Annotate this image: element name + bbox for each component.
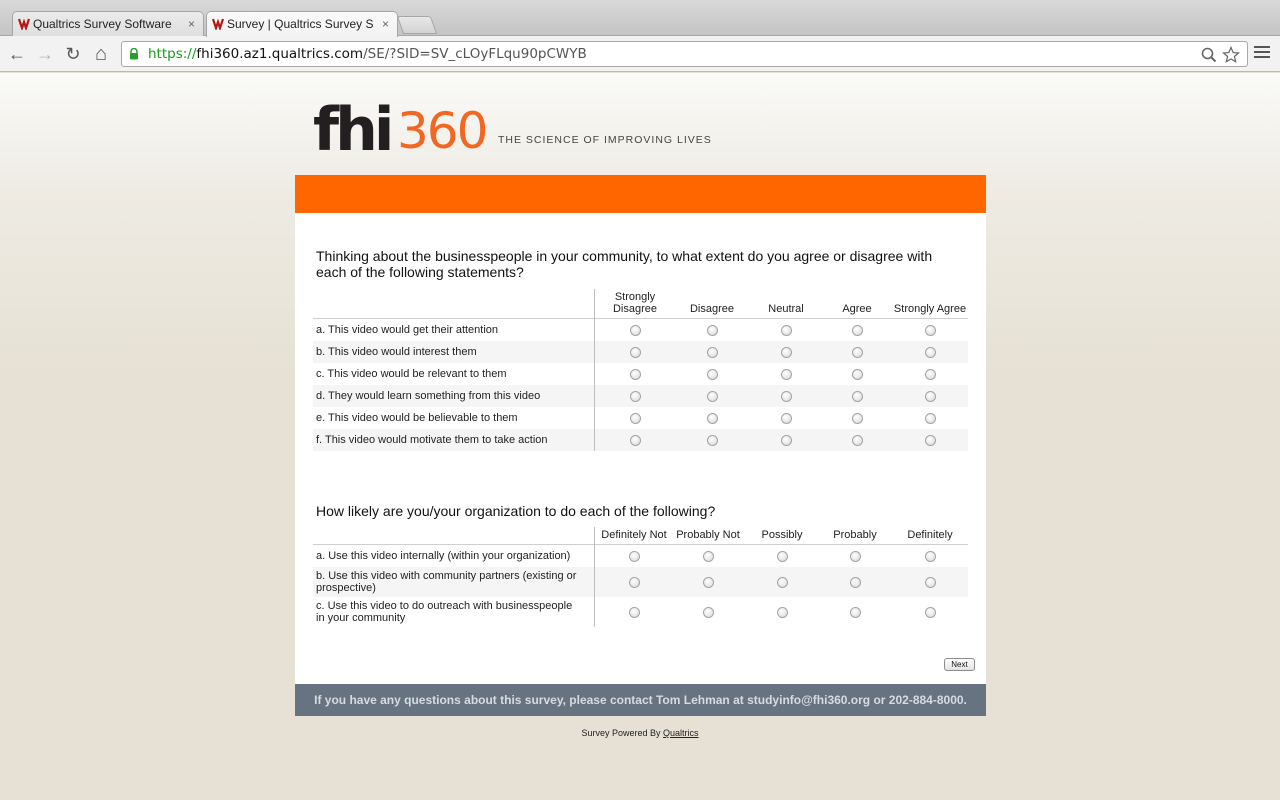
radio-button[interactable] — [925, 413, 936, 424]
radio-button[interactable] — [707, 369, 718, 380]
radio-button[interactable] — [703, 607, 714, 618]
radio-button[interactable] — [925, 551, 936, 562]
row-statement: c. Use this video to do outreach with businesspeople in your community — [316, 600, 573, 624]
column-header: Definitely Not — [601, 529, 667, 541]
fhi360-logo — [313, 95, 713, 165]
radio-button[interactable] — [630, 391, 641, 402]
survey-body — [295, 213, 986, 684]
radio-button[interactable] — [781, 369, 792, 380]
row-statement: b. Use this video with community partners (existing or prospective) — [316, 570, 577, 594]
qualtrics-favicon-icon — [212, 17, 225, 30]
matrix-row — [313, 341, 968, 363]
tab-survey[interactable] — [206, 11, 398, 37]
radio-button[interactable] — [850, 551, 861, 562]
contact-footer: If you have any questions about this survey, please contact Tom Lehman at studyinfo@fhi360.org or 202-884-8000. — [295, 684, 986, 716]
radio-button[interactable] — [707, 413, 718, 424]
question-1-text: Thinking about the businesspeople in your community, to what extent do you agree or disagree with each of the following statements? — [316, 248, 933, 280]
radio-button[interactable] — [850, 577, 861, 588]
radio-button[interactable] — [925, 577, 936, 588]
radio-button[interactable] — [852, 369, 863, 380]
radio-button[interactable] — [629, 577, 640, 588]
tab-qualtrics-survey-software[interactable] — [12, 11, 204, 37]
radio-button[interactable] — [777, 577, 788, 588]
header-band — [295, 175, 986, 213]
row-statement: d. They would learn something from this video — [316, 390, 541, 402]
url-text — [148, 42, 587, 66]
matrix-row — [313, 319, 968, 341]
matrix-row — [313, 567, 968, 597]
radio-button[interactable] — [707, 325, 718, 336]
radio-button[interactable] — [850, 607, 861, 618]
radio-button[interactable] — [925, 369, 936, 380]
matrix-row — [313, 429, 968, 451]
back-button[interactable]: ← — [8, 44, 26, 64]
column-header: Probably Not — [676, 529, 740, 541]
forward-button[interactable]: → — [36, 44, 54, 64]
search-icon[interactable] — [1200, 46, 1218, 64]
qualtrics-favicon-icon — [18, 17, 31, 30]
radio-button[interactable] — [925, 435, 936, 446]
radio-button[interactable] — [852, 347, 863, 358]
radio-button[interactable] — [629, 551, 640, 562]
radio-button[interactable] — [630, 435, 641, 446]
logo-numbers: 360 — [397, 102, 487, 160]
question-1-matrix — [313, 289, 968, 451]
radio-button[interactable] — [925, 391, 936, 402]
radio-button[interactable] — [630, 347, 641, 358]
radio-button[interactable] — [630, 325, 641, 336]
radio-button[interactable] — [781, 325, 792, 336]
column-header: Probably — [833, 529, 877, 541]
matrix-row — [313, 385, 968, 407]
radio-button[interactable] — [781, 435, 792, 446]
lock-icon — [128, 48, 140, 60]
matrix-row — [313, 545, 968, 567]
powered-by — [0, 728, 1280, 738]
radio-button[interactable] — [925, 607, 936, 618]
row-statement: c. This video would be relevant to them — [316, 368, 507, 380]
column-header: Definitely — [907, 529, 953, 541]
new-tab-button[interactable] — [397, 16, 438, 34]
radio-button[interactable] — [630, 369, 641, 380]
browser-tabstrip — [0, 0, 1280, 36]
radio-button[interactable] — [781, 347, 792, 358]
matrix-row — [313, 597, 968, 627]
column-header: Strongly Agree — [893, 303, 967, 315]
radio-button[interactable] — [852, 325, 863, 336]
qualtrics-link[interactable]: Qualtrics — [663, 728, 699, 738]
star-icon[interactable] — [1222, 46, 1240, 64]
menu-icon[interactable] — [1254, 46, 1270, 60]
radio-button[interactable] — [707, 391, 718, 402]
tab-title: Survey | Qualtrics Survey S — [227, 17, 374, 31]
tab-close-button[interactable]: × — [381, 17, 389, 31]
radio-button[interactable] — [777, 551, 788, 562]
url-protocol: https:// — [148, 46, 197, 62]
powered-by-text: Survey Powered By — [581, 728, 661, 738]
matrix-header — [313, 289, 968, 319]
row-statement: a. Use this video internally (within your organization) — [316, 550, 571, 562]
tab-title: Qualtrics Survey Software — [33, 17, 172, 31]
radio-button[interactable] — [925, 325, 936, 336]
column-header: Agree — [842, 303, 872, 315]
logo-letters: fhi — [313, 95, 391, 165]
radio-button[interactable] — [925, 347, 936, 358]
column-header: Neutral — [768, 303, 804, 315]
radio-button[interactable] — [777, 607, 788, 618]
matrix-row — [313, 363, 968, 385]
question-2-matrix — [313, 527, 968, 627]
radio-button[interactable] — [630, 413, 641, 424]
row-statement: b. This video would interest them — [316, 346, 477, 358]
url-path: /SE/?SID=SV_cLOyFLqu90pCWYB — [363, 46, 587, 62]
row-statement: f. This video would motivate them to take action — [316, 434, 548, 446]
browser-toolbar — [0, 36, 1280, 72]
logo-tagline: THE SCIENCE OF IMPROVING LIVES — [498, 134, 712, 146]
radio-button[interactable] — [703, 551, 714, 562]
next-button[interactable]: Next — [944, 658, 975, 671]
column-header: Disagree — [689, 303, 735, 315]
radio-button[interactable] — [852, 413, 863, 424]
row-statement: a. This video would get their attention — [316, 324, 499, 336]
column-header: Strongly Disagree — [612, 291, 658, 315]
question-2-text: How likely are you/your organization to do each of the following? — [316, 503, 716, 519]
radio-button[interactable] — [707, 435, 718, 446]
reload-button[interactable]: ↻ — [65, 44, 81, 64]
tab-close-button[interactable]: × — [187, 17, 195, 31]
address-bar[interactable] — [121, 41, 1248, 67]
url-host: fhi360.az1.qualtrics.com — [196, 46, 364, 62]
radio-button[interactable] — [703, 577, 714, 588]
matrix-divider — [594, 289, 595, 451]
radio-button[interactable] — [781, 391, 792, 402]
radio-button[interactable] — [781, 413, 792, 424]
matrix-row — [313, 407, 968, 429]
radio-button[interactable] — [852, 391, 863, 402]
radio-button[interactable] — [852, 435, 863, 446]
matrix-divider — [594, 527, 595, 627]
radio-button[interactable] — [629, 607, 640, 618]
matrix-header — [313, 527, 968, 545]
row-statement: e. This video would be believable to them — [316, 412, 518, 424]
home-button[interactable]: ⌂ — [94, 43, 108, 65]
radio-button[interactable] — [707, 347, 718, 358]
column-header: Possibly — [761, 529, 803, 541]
